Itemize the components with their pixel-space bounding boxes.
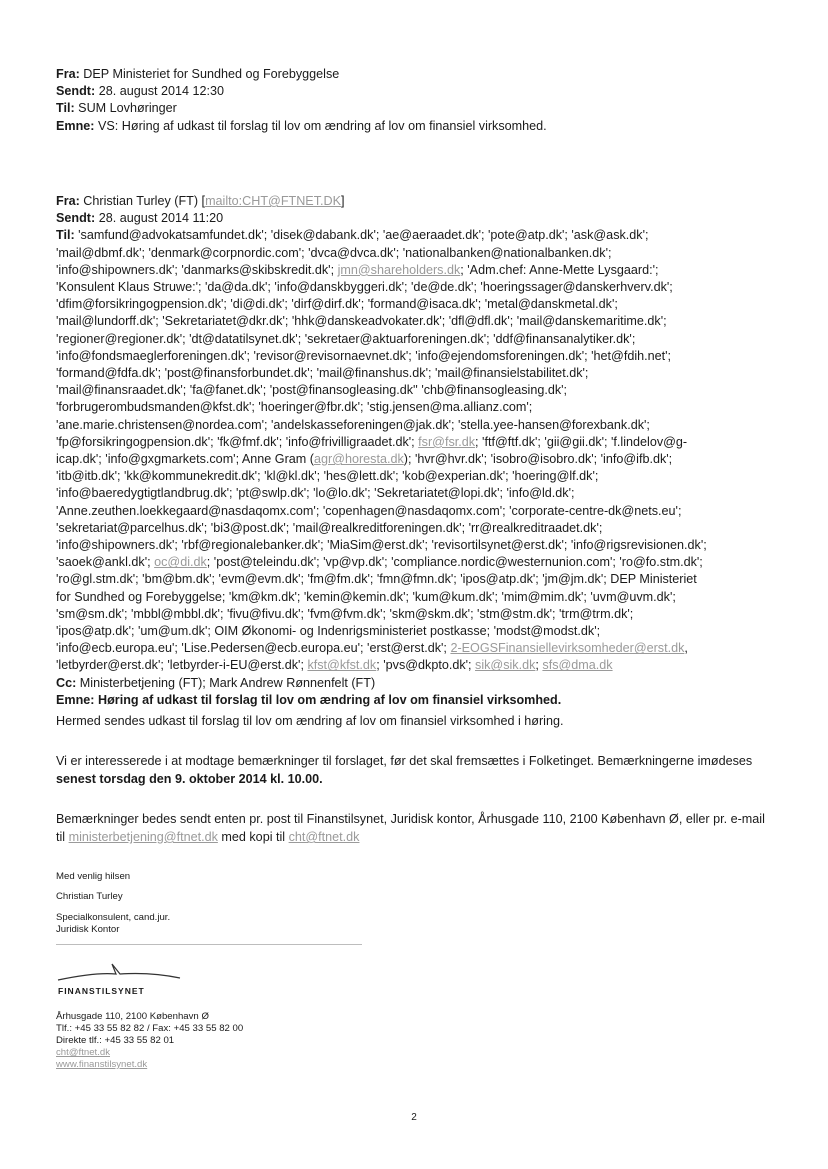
recipient-text: 'ane.marie.christensen@nordea.com'; 'andelskasseforeningen@jak.dk'; 'stella.yee-hansen@forexbank.dk'; [56,417,650,432]
recipient-text: 'sm@sm.dk'; 'mbbl@mbbl.dk'; 'fivu@fivu.dk'; 'fvm@fvm.dk'; 'skm@skm.dk'; 'stm@stm.dk'; 'trm@trm.dk'; [56,606,634,621]
recipient-text: 'sekretariat@parcelhus.dk'; 'bi3@post.dk'; 'mail@realkreditforeningen.dk'; 'rr@realkreditraadet.dk'; [56,520,603,535]
paragraph-text: Vi er interesserede i at modtage bemærkninger til forslaget, før det skal fremsættes i Folketinget. Bemærkningerne imødeses [56,754,753,768]
recipient-line [56,485,707,502]
recipient-line [56,382,707,399]
to-label: Til: [56,228,79,243]
recipient-line [56,227,707,244]
sent-value: 28. august 2014 12:30 [98,84,225,99]
signature-title: Specialkonsulent, cand.jur. [56,912,171,923]
subject-label: Emne: [56,118,95,133]
signature-email-link[interactable]: cht@ftnet.dk [56,1047,111,1058]
recipient-email-link[interactable]: 2-EOGSFinansiellevirksomheder@erst.dk [450,641,685,656]
paragraph-text: med kopi til [217,830,289,844]
recipient-text: for Sundhed og Forebyggelse; 'km@km.dk'; 'kemin@kemin.dk'; 'kum@kum.dk'; 'mim@mim.dk'; 'uvm@uvm.dk'; [56,589,676,604]
sent-label: Sendt: [56,84,96,99]
recipient-text: ); 'hvr@hvr.dk'; 'isobro@isobro.dk'; 'info@ifb.dk'; [403,452,673,467]
recipient-text: 'dfim@forsikringogpension.dk'; 'di@di.dk'; 'dirf@dirf.dk'; 'formand@isaca.dk'; 'metal@danskmetal.dk'; [56,297,618,312]
email-link[interactable]: ministerbetjening@ftnet.dk [68,830,218,844]
subject-value: Høring af udkast til forslag til lov om ændring af lov om finansiel virksomhed. [98,692,562,707]
signature-name: Christian Turley [56,891,123,902]
signature-direct: Direkte tlf.: +45 33 55 82 01 [56,1035,175,1046]
recipient-text: 'info@ecb.europa.eu'; 'Lise.Pedersen@ecb.europa.eu'; 'erst@erst.dk'; [56,641,451,656]
recipient-text: 'forbrugerombudsmanden@kfst.dk'; 'hoeringer@fbr.dk'; 'stig.jensen@ma.allianz.com'; [56,400,533,415]
recipient-text: 'saoek@ankl.dk'; [56,555,155,570]
recipient-line [56,348,707,365]
recipient-line [56,640,707,657]
divider [56,944,362,945]
recipient-line [56,365,707,382]
forward-header [56,66,547,135]
bracket-close: ] [341,194,345,208]
recipient-line [56,657,707,674]
recipient-list [56,227,707,674]
deadline-text: senest torsdag den 9. oktober 2014 kl. 10.00. [56,772,323,786]
recipient-text: ; 'post@teleindu.dk'; 'vp@vp.dk'; 'compliance.nordic@westernunion.com'; 'ro@fo.stm.dk'; [206,555,703,570]
page-number: 2 [411,1112,417,1123]
recipient-text: ; 'ftf@ftf.dk'; 'gii@gii.dk'; 'f.lindelov@g- [475,434,688,449]
recipient-line [56,537,707,554]
cc-value: Ministerbetjening (FT); Mark Andrew Rønnenfelt (FT) [79,675,376,690]
recipient-text: 'itb@itb.dk'; 'kk@kommunekredit.dk'; 'kl@kl.dk'; 'hes@lett.dk'; 'kob@experian.dk'; 'hoering@lf.dk'; [56,469,599,484]
recipient-line [56,451,707,468]
original-header [56,193,707,709]
to-label: Til: [56,101,75,116]
recipient-text: 'ro@gl.stm.dk'; 'bm@bm.dk'; 'evm@evm.dk'; 'fm@fm.dk'; 'fmn@fmn.dk'; 'ipos@atp.dk'; 'jm@jm.dk'; DEP Ministeriet [56,572,697,587]
from-value: Christian Turley (FT) [ [83,194,206,208]
signature-address: Århusgade 110, 2100 København Ø [56,1011,209,1022]
recipient-line [56,571,707,588]
from-label: Fra: [56,67,80,81]
recipient-text: 'regioner@regioner.dk'; 'dt@datatilsynet.dk'; 'sekretaer@aktuarforeningen.dk'; 'ddf@finansanalytiker.dk'; [56,331,636,346]
recipient-text: 'fp@forsikringogpension.dk'; 'fk@fmf.dk'; 'info@frivilligraadet.dk'; [56,434,419,449]
recipient-line [56,623,707,640]
recipient-line [56,245,707,262]
recipient-text: 'mail@lundorff.dk'; 'Sekretariatet@dkr.dk'; 'hhk@danskeadvokater.dk'; 'dfl@dfl.dk'; 'mail@danskemaritime.dk'; [56,314,667,329]
recipient-text: 'Konsulent Klaus Struwe:'; 'da@da.dk'; 'info@danskbyggeri.dk'; 'de@de.dk'; 'hoeringssager@danskerhverv.dk'; [56,280,673,295]
paragraph-text: Bemærkninger bedes sendt enten pr. post til Finanstilsynet, Juridisk kontor, Århusgade 110, 2100 København Ø, eller pr. e-mail til [56,812,765,844]
recipient-text: 'info@shipowners.dk'; 'rbf@regionalebanker.dk'; 'MiaSim@erst.dk'; 'revisortilsynet@erst.dk'; 'info@rigsrevisionen.dk'; [56,538,707,553]
recipient-email-link[interactable]: fsr@fsr.dk [418,434,476,449]
recipient-text: 'info@baeredygtigtlandbrug.dk'; 'pt@swlp.dk'; 'lo@lo.dk'; 'Sekretariatet@lopi.dk'; 'info@ld.dk'; [56,486,575,501]
recipient-text: 'info@shipowners.dk'; 'danmarks@skibskredit.dk'; [56,262,338,277]
sent-label: Sendt: [56,211,96,226]
recipient-text: 'samfund@advokatsamfundet.dk'; 'disek@dabank.dk'; 'ae@aeraadet.dk'; 'pote@atp.dk'; 'ask@ask.dk'; [78,228,649,243]
signature-greeting: Med venlig hilsen [56,871,131,882]
to-value: SUM Lovhøringer [78,101,177,116]
subject-value: VS: Høring af udkast til forslag til lov om ændring af lov om finansiel virksomhed. [98,118,547,133]
recipient-line [56,554,707,571]
from-label: Fra: [56,194,80,208]
recipient-line [56,468,707,485]
cc-label: Cc: [56,675,77,690]
body-paragraph-3 [56,810,772,846]
recipient-email-link[interactable]: sik@sik.dk [475,658,536,673]
recipient-line [56,434,707,451]
recipient-text: 'info@fondsmaeglerforeningen.dk'; 'revisor@revisornaevnet.dk'; 'info@ejendomsforeningen.dk'; 'het@fdih.net'; [56,348,672,363]
recipient-line [56,503,707,520]
recipient-line [56,520,707,537]
recipient-text: 'ipos@atp.dk'; 'um@um.dk'; OIM Økonomi- og Indenrigsministeriet postkasse; 'modst@modst.dk'; [56,624,601,639]
recipient-text: ; 'pvs@dkpto.dk'; [376,658,476,673]
recipient-text: ; [535,658,543,673]
recipient-text: 'mail@finansraadet.dk'; 'fa@fanet.dk'; 'post@finansogleasing.dk'' 'chb@finansogleasing.dk'; [56,383,568,398]
email-link[interactable]: cht@ftnet.dk [288,830,360,844]
recipient-line [56,417,707,434]
signature-dept: Juridisk Kontor [56,924,120,935]
signature-web-link[interactable]: www.finanstilsynet.dk [56,1059,148,1070]
recipient-line [56,279,707,296]
finanstilsynet-logo [56,960,186,996]
logo-swoosh-icon [56,960,186,984]
recipient-email-link[interactable]: jmn@shareholders.dk [337,262,461,277]
recipient-text: , [684,641,688,656]
recipient-line [56,313,707,330]
recipient-line [56,331,707,348]
body-paragraph-2 [56,752,772,788]
recipient-line [56,606,707,623]
recipient-line [56,399,707,416]
from-value: DEP Ministeriet for Sundhed og Forebyggelse [83,67,340,81]
signature-phone: Tlf.: +45 33 55 82 82 / Fax: +45 33 55 82 00 [56,1023,244,1034]
recipient-email-link[interactable]: kfst@kfst.dk [307,658,377,673]
recipient-line [56,296,707,313]
mailto-link[interactable]: mailto:CHT@FTNET.DK [205,194,341,208]
recipient-text: ; 'Adm.chef: Anne-Mette Lysgaard:'; [460,262,659,277]
body-paragraph-1: Hermed sendes udkast til forslag til lov om ændring af lov om finansiel virksomhed i høring. [56,714,564,728]
logo-text: FINANSTILSYNET [58,986,145,996]
recipient-email-link[interactable]: agr@horesta.dk [313,452,404,467]
recipient-text: icap.dk'; 'info@gxgmarkets.com'; Anne Gram ( [56,452,314,467]
recipient-line [56,262,707,279]
recipient-text: 'mail@dbmf.dk'; 'denmark@corpnordic.com'; 'dvca@dvca.dk'; 'nationalbanken@nationalbanken.dk'; [56,245,612,260]
recipient-line [56,589,707,606]
recipient-text: 'Anne.zeuthen.loekkegaard@nasdaqomx.com'; 'copenhagen@nasdaqomx.com'; 'corporate-centre-dk@nets.eu'; [56,503,682,518]
recipient-text: 'letbyrder@erst.dk'; 'letbyrder-i-EU@erst.dk'; [56,658,308,673]
recipient-text: 'formand@fdfa.dk'; 'post@finansforbundet.dk'; 'mail@finanshus.dk'; 'mail@finansielstabilitet.dk'; [56,366,589,381]
recipient-email-link[interactable]: oc@di.dk [154,555,207,570]
sent-value: 28. august 2014 11:20 [98,211,224,226]
subject-label: Emne: [56,692,95,707]
recipient-email-link[interactable]: sfs@dma.dk [542,658,613,673]
